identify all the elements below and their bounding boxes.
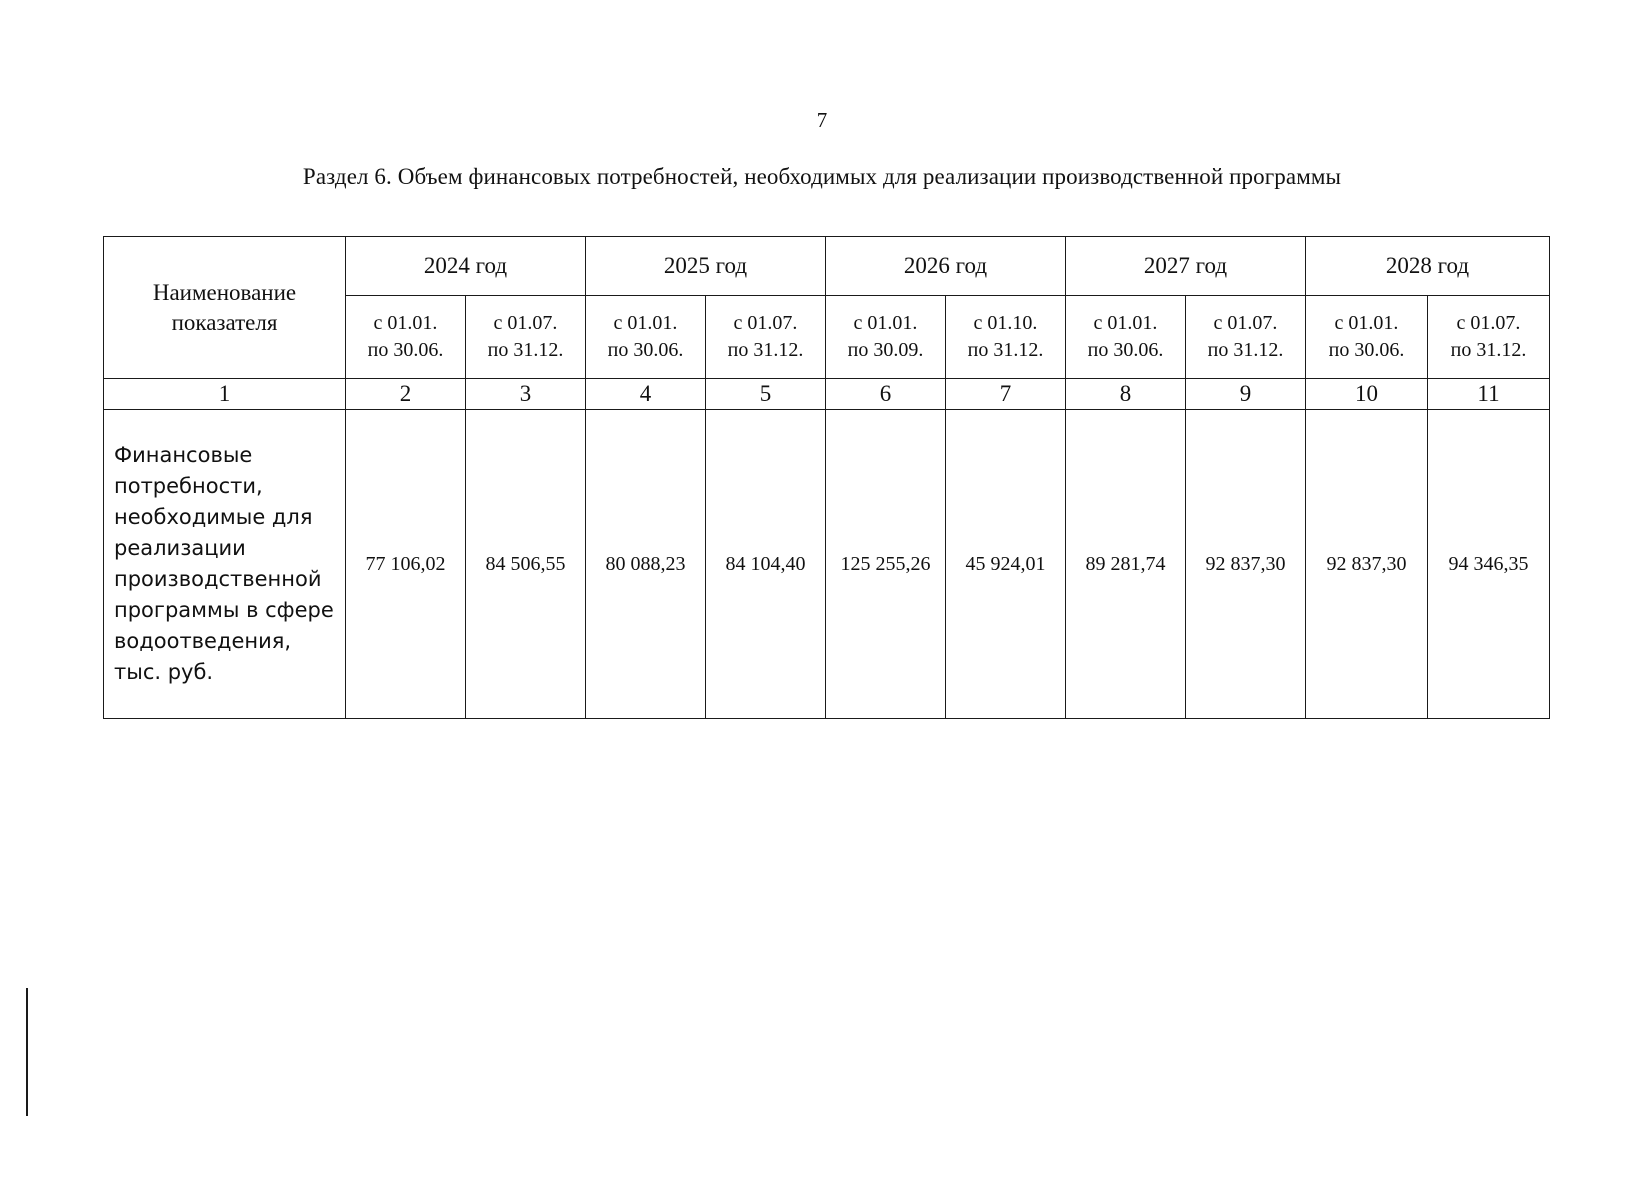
value-cell: 84 506,55 <box>466 410 586 719</box>
value-cell: 45 924,01 <box>946 410 1066 719</box>
indicator-name-header <box>104 237 346 379</box>
year-header: 2028 год <box>1306 237 1550 296</box>
row-label-line: реализации <box>114 536 246 560</box>
period-header <box>346 296 466 379</box>
period-header <box>586 296 706 379</box>
row-label-line: необходимые для <box>114 505 313 529</box>
period-header <box>946 296 1066 379</box>
row-label <box>104 410 346 719</box>
value-cell: 125 255,26 <box>826 410 946 719</box>
column-number: 3 <box>466 379 586 410</box>
period-to: по 31.12. <box>1207 339 1284 361</box>
column-number-row <box>104 379 1550 410</box>
year-header: 2025 год <box>586 237 826 296</box>
period-to: по 31.12. <box>1450 339 1527 361</box>
row-label-line: Финансовые <box>114 443 253 467</box>
value-cell: 84 104,40 <box>706 410 826 719</box>
header-line: Наименование <box>152 279 297 305</box>
table-row <box>104 410 1550 719</box>
period-header <box>1428 296 1550 379</box>
value-cell: 77 106,02 <box>346 410 466 719</box>
period-to: по 30.06. <box>1328 339 1405 361</box>
column-number: 10 <box>1306 379 1428 410</box>
period-header <box>706 296 826 379</box>
column-number: 2 <box>346 379 466 410</box>
period-from: с 01.10. <box>973 312 1038 334</box>
period-from: с 01.07. <box>1213 312 1278 334</box>
value-cell: 92 837,30 <box>1186 410 1306 719</box>
column-number: 5 <box>706 379 826 410</box>
period-to: по 30.06. <box>1087 339 1164 361</box>
period-to: по 30.06. <box>367 339 444 361</box>
value-cell: 80 088,23 <box>586 410 706 719</box>
value-cell: 89 281,74 <box>1066 410 1186 719</box>
row-label-line: потребности, <box>114 474 263 498</box>
year-header: 2027 год <box>1066 237 1306 296</box>
period-to: по 31.12. <box>487 339 564 361</box>
period-header <box>1186 296 1306 379</box>
row-label-line: водоотведения, <box>114 629 292 653</box>
year-header: 2026 год <box>826 237 1066 296</box>
period-from: с 01.07. <box>733 312 798 334</box>
period-to: по 31.12. <box>727 339 804 361</box>
period-to: по 31.12. <box>967 339 1044 361</box>
row-label-line: производственной <box>114 567 322 591</box>
period-header <box>826 296 946 379</box>
period-header <box>466 296 586 379</box>
value-cell: 94 346,35 <box>1428 410 1550 719</box>
row-label-line: тыс. руб. <box>114 660 214 684</box>
row-label-line: программы в сфере <box>114 598 334 622</box>
year-header: 2024 год <box>346 237 586 296</box>
year-header-row <box>104 237 1550 296</box>
header-line: показателя <box>171 309 278 335</box>
period-from: с 01.07. <box>493 312 558 334</box>
period-from: с 01.01. <box>853 312 918 334</box>
column-number: 1 <box>104 379 346 410</box>
column-number: 4 <box>586 379 706 410</box>
period-to: по 30.09. <box>847 339 924 361</box>
column-number: 9 <box>1186 379 1306 410</box>
period-from: с 01.01. <box>613 312 678 334</box>
period-from: с 01.01. <box>1334 312 1399 334</box>
column-number: 11 <box>1428 379 1550 410</box>
section-title: Раздел 6. Объем финансовых потребностей, необходимых для реализации производственной программы <box>302 164 1342 189</box>
page-number: 7 <box>816 108 828 132</box>
period-from: с 01.01. <box>373 312 438 334</box>
period-from: с 01.07. <box>1456 312 1521 334</box>
value-cell: 92 837,30 <box>1306 410 1428 719</box>
period-header <box>1306 296 1428 379</box>
financial-needs-table <box>103 236 1550 719</box>
period-header <box>1066 296 1186 379</box>
period-to: по 30.06. <box>607 339 684 361</box>
column-number: 7 <box>946 379 1066 410</box>
column-number: 8 <box>1066 379 1186 410</box>
scan-margin-line <box>26 988 28 1116</box>
period-from: с 01.01. <box>1093 312 1158 334</box>
column-number: 6 <box>826 379 946 410</box>
